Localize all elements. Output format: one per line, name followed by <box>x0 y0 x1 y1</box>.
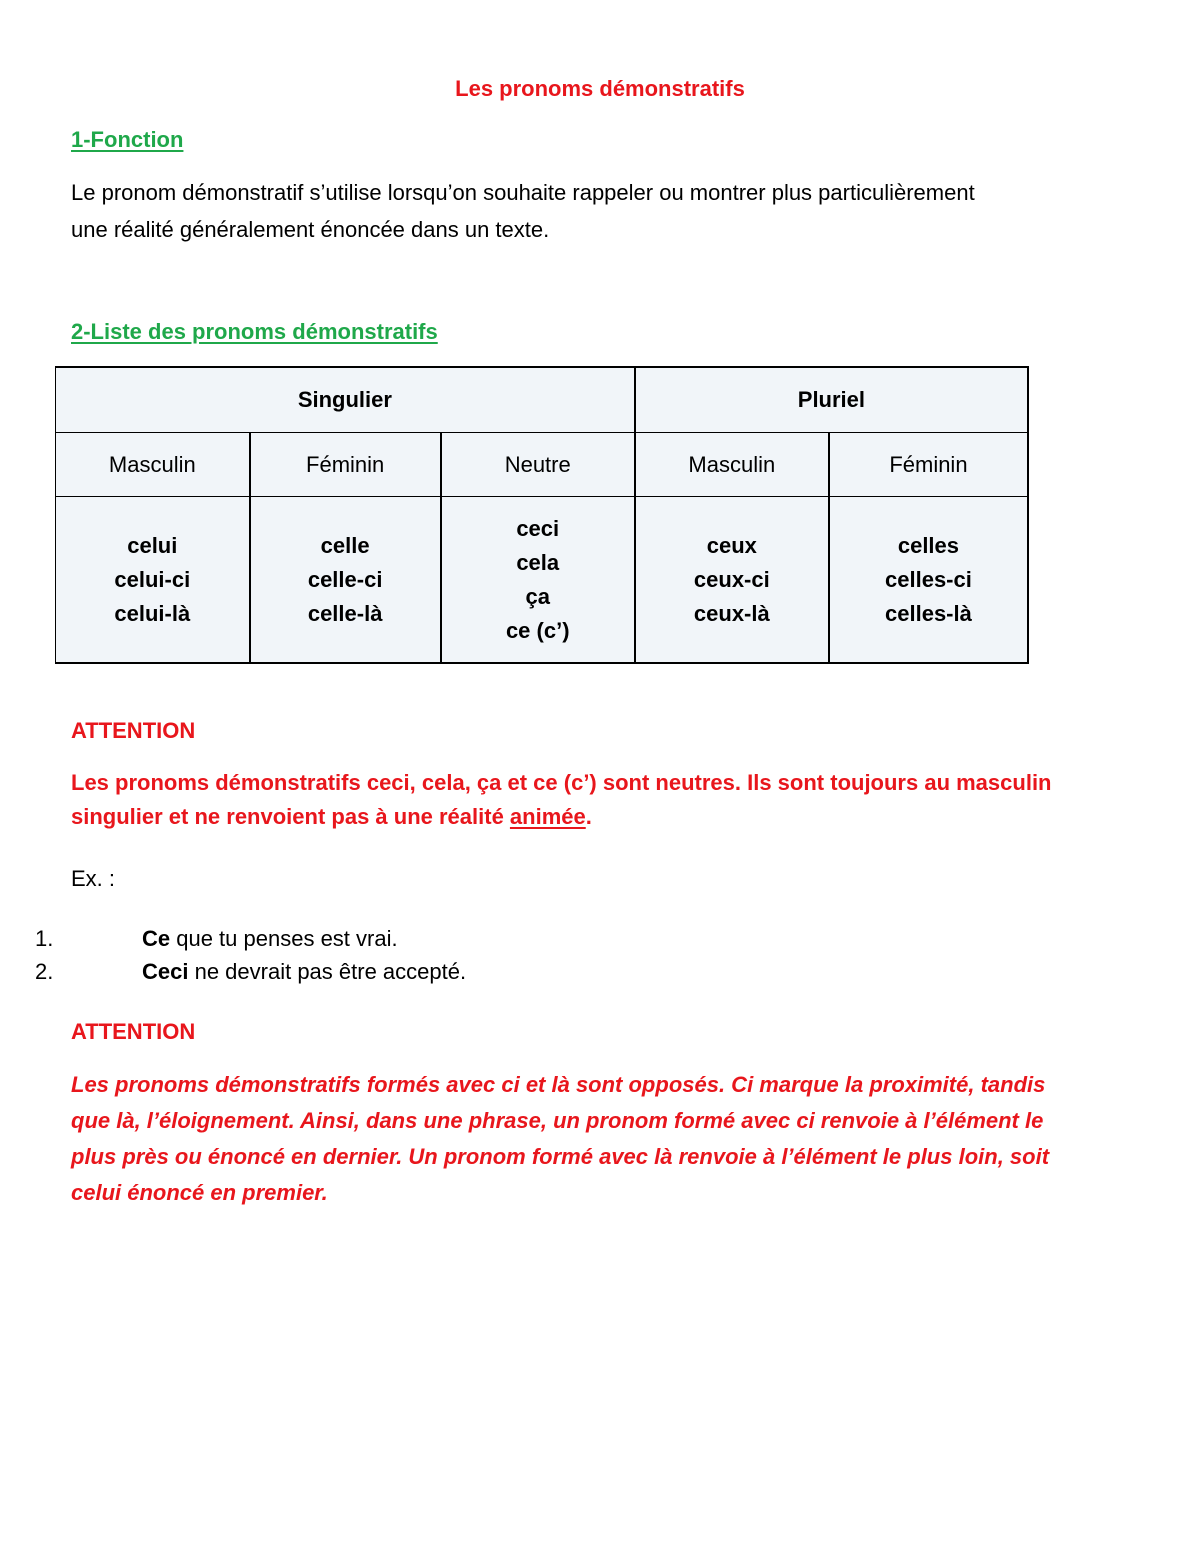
pronoun-form: ceci <box>516 515 560 541</box>
table-row <box>56 497 1029 664</box>
fonction-line-1: Le pronom démonstratif s’utilise lorsqu’on souhaite rappeler ou montrer plus particulièrement <box>71 180 975 205</box>
fonction-paragraph <box>71 174 1141 248</box>
group-header-singulier: Singulier <box>56 367 635 433</box>
attention-paragraph-2 <box>71 1067 1151 1211</box>
attention-paragraph-1 <box>71 766 1151 834</box>
attention2-line-4: celui énoncé en premier. <box>71 1180 328 1205</box>
pronoun-form: celles-là <box>885 600 972 626</box>
pronoun-form: celui <box>127 532 178 558</box>
list-item <box>35 959 735 985</box>
pronouns-table <box>55 366 1029 664</box>
examples-label: Ex. : <box>71 866 116 891</box>
section-heading-fonction: 1-Fonction <box>71 127 184 152</box>
pronoun-form: ce (c’) <box>505 617 570 643</box>
table-subheader-row <box>56 433 1029 497</box>
example-text: ne devrait pas être accepté. <box>188 959 467 984</box>
attention2-line-1: Les pronoms démonstratifs formés avec ci et là sont opposés. Ci marque la proximité, tandis <box>71 1072 1046 1097</box>
pronoun-form: ceux-ci <box>693 566 770 592</box>
pronoun-form: ceux <box>706 532 757 558</box>
column-header: Masculin <box>635 433 829 497</box>
attention2-line-2: que là, l’éloignement. Ainsi, dans une phrase, un pronom formé avec ci renvoie à l’élément le <box>71 1108 1044 1133</box>
pronoun-form: celle-là <box>307 600 383 626</box>
pronoun-form: ça <box>525 583 550 609</box>
attention-label-2: ATTENTION <box>71 1019 196 1044</box>
pronoun-form: celle-ci <box>307 566 383 592</box>
pronoun-form: celles <box>897 532 960 558</box>
column-header: Féminin <box>829 433 1028 497</box>
attention1-line-2-start: singulier et ne renvoient pas à une réalité <box>71 804 510 829</box>
example-pronoun: Ce <box>142 926 171 951</box>
attention1-line-2-end: . <box>585 804 592 829</box>
table-cell <box>829 497 1028 664</box>
page-title: Les pronoms démonstratifs <box>455 76 745 101</box>
section-heading-liste: 2-Liste des pronoms démonstratifs <box>71 319 438 344</box>
table-cell <box>56 497 250 664</box>
example-pronoun: Ceci <box>142 959 189 984</box>
pronoun-form: celles-ci <box>885 566 972 592</box>
column-header: Neutre <box>441 433 635 497</box>
pronoun-form: celui-ci <box>114 566 191 592</box>
list-item <box>35 926 735 952</box>
pronoun-form: celle <box>320 532 370 558</box>
underlined-word-animee: animée <box>509 804 586 829</box>
group-header-pluriel: Pluriel <box>635 367 1028 433</box>
table-cell <box>441 497 635 664</box>
fonction-line-2: une réalité généralement énoncée dans un texte. <box>71 217 550 242</box>
column-header: Féminin <box>250 433 441 497</box>
pronoun-form: celui-là <box>114 600 191 626</box>
attention2-line-3: plus près ou énoncé en dernier. Un pronom formé avec là renvoie à l’élément le plus loin, soit <box>71 1144 1050 1169</box>
list-number: 1. <box>35 926 54 951</box>
pronoun-form: ceux-là <box>693 600 770 626</box>
table-cell <box>635 497 829 664</box>
pronoun-form: cela <box>516 549 560 575</box>
table-header-row <box>56 367 1029 433</box>
column-header: Masculin <box>56 433 250 497</box>
attention-label-1: ATTENTION <box>71 718 196 743</box>
attention1-line-1: Les pronoms démonstratifs ceci, cela, ça et ce (c’) sont neutres. Ils sont toujours au masculin <box>71 770 1052 795</box>
attention1-line-2 <box>71 800 1151 834</box>
table-cell <box>250 497 441 664</box>
example-text: que tu penses est vrai. <box>170 926 398 951</box>
list-number: 2. <box>35 959 54 984</box>
